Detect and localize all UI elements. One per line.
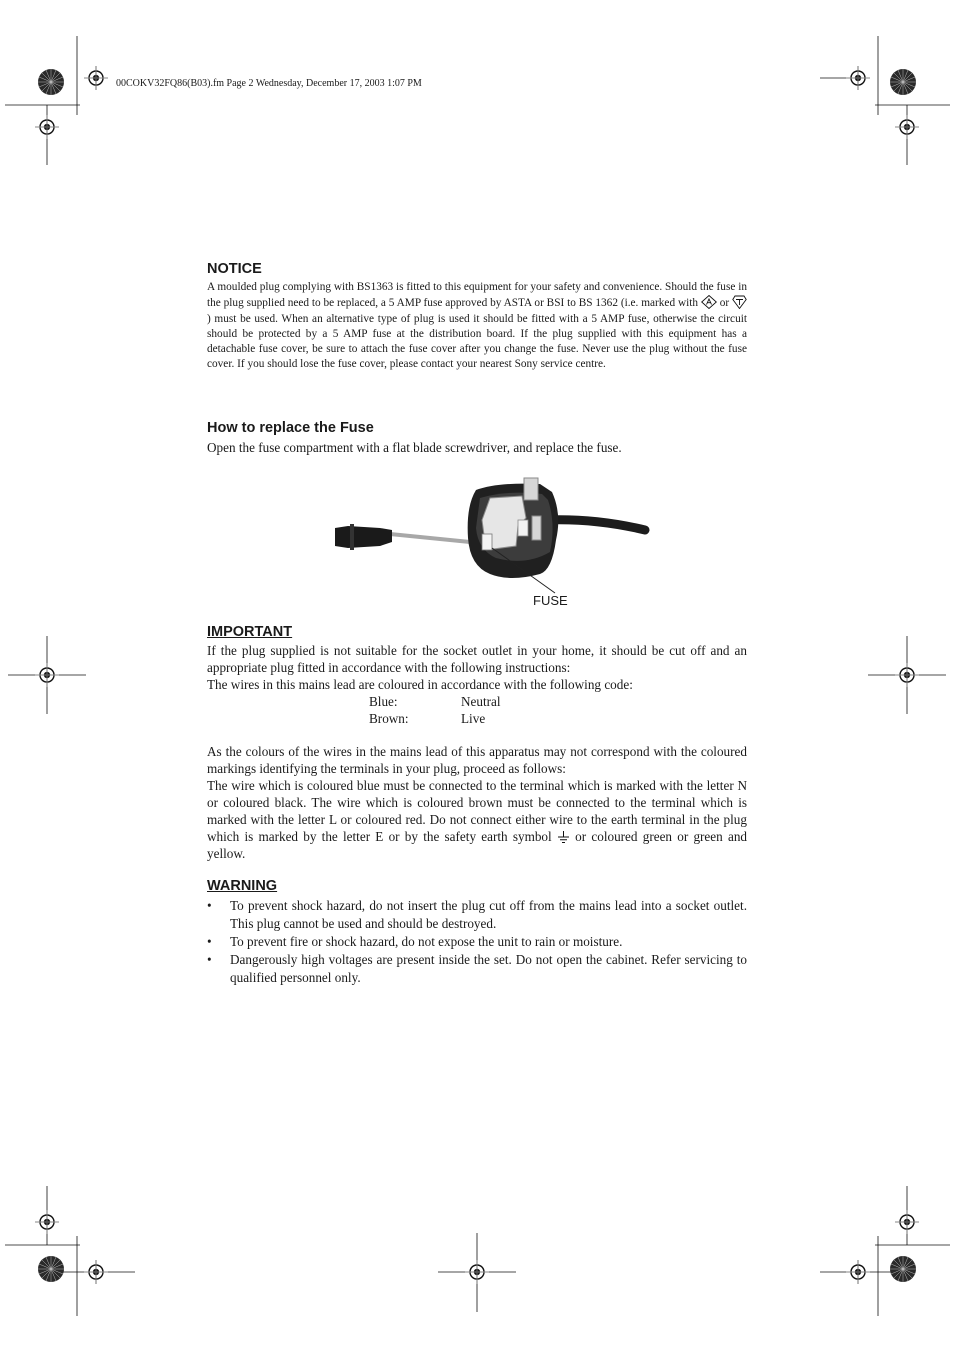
wire-colour: Brown: (369, 711, 409, 726)
replace-fuse-heading: How to replace the Fuse (207, 420, 374, 436)
warning-item (207, 897, 747, 933)
wire-meaning: Neutral (461, 694, 501, 709)
important-heading: IMPORTANT (207, 624, 293, 640)
warning-item-text: To prevent fire or shock hazard, do not expose the unit to rain or moisture. (230, 934, 623, 949)
wire-colour: Blue: (369, 694, 398, 709)
plug-fuse-illustration (330, 470, 660, 610)
wire-code-row (369, 710, 501, 727)
important-para3-part2: or coloured green or green and yellow. (207, 829, 748, 861)
warning-heading: WARNING (207, 878, 278, 894)
important-para2: As the colours of the wires in the mains lead of this apparatus may not correspond with the coloured markings identifying the terminals in your plug, proceed as follows: (207, 744, 747, 776)
notice-heading: NOTICE (207, 261, 262, 277)
wire-code-row (369, 693, 501, 710)
earth-symbol-icon (557, 831, 570, 844)
warning-item (207, 933, 747, 951)
warning-list (207, 897, 747, 987)
fuse-label: FUSE (533, 593, 568, 608)
wire-code-intro: The wires in this mains lead are coloured in accordance with the following code: (207, 677, 633, 692)
important-para3 (207, 777, 747, 862)
notice-text-part1: A moulded plug complying with BS1363 is fitted to this equipment for your safety and convenience. Should the fuse in the plug supplied need to be replaced, a 5 AMP fuse approved by ASTA or BSI to BS 1362 (i.e. marked with (207, 281, 747, 310)
bullet: • (207, 952, 212, 967)
replace-fuse-text: Open the fuse compartment with a flat blade screwdriver, and replace the fuse. (207, 440, 622, 455)
notice-text-part2: ) must be used. When an alternative type of plug is used it should be fitted with a 5 AMP fuse, otherwise the circuit should be protected by a 5 AMP fuse at the distribution board. If the plug supplied with this equipment has a detachable fuse cover, be sure to attach the fuse cover after you change the fuse. Never use the plug without the fuse cover. If you should lose the fuse cover, please contact your nearest Sony service centre. (207, 312, 747, 371)
wire-meaning: Live (461, 711, 486, 726)
notice-text-or: or (719, 297, 730, 310)
important-para3-part1: The wire which is coloured blue must be connected to the terminal which is marked with the letter N or coloured black. The wire which is coloured brown must be connected to the terminal which is marked with the letter L or coloured red. Do not connect either wire to the earth terminal in the plug which is marked by the letter E or by the safety earth symbol (207, 778, 747, 844)
important-intro: If the plug supplied is not suitable for the socket outlet in your home, it should be cut off and an appropriate plug fitted in accordance with the following instructions: (207, 643, 747, 675)
asta-mark-icon (701, 295, 717, 309)
wire-code-table (369, 693, 501, 727)
bullet: • (207, 934, 212, 949)
notice-paragraph (207, 280, 747, 373)
bullet: • (207, 898, 212, 913)
bsi-kitemark-icon (732, 295, 747, 309)
warning-item-text: Dangerously high voltages are present inside the set. Do not open the cabinet. Refer servicing to qualified personnel only. (230, 952, 747, 985)
warning-item-text: To prevent shock hazard, do not insert the plug cut off from the mains lead into a socket outlet. This plug cannot be used and should be destroyed. (230, 898, 747, 931)
warning-item (207, 951, 747, 987)
file-info-header: 00COKV32FQ86(B03).fm Page 2 Wednesday, December 17, 2003 1:07 PM (116, 78, 422, 89)
